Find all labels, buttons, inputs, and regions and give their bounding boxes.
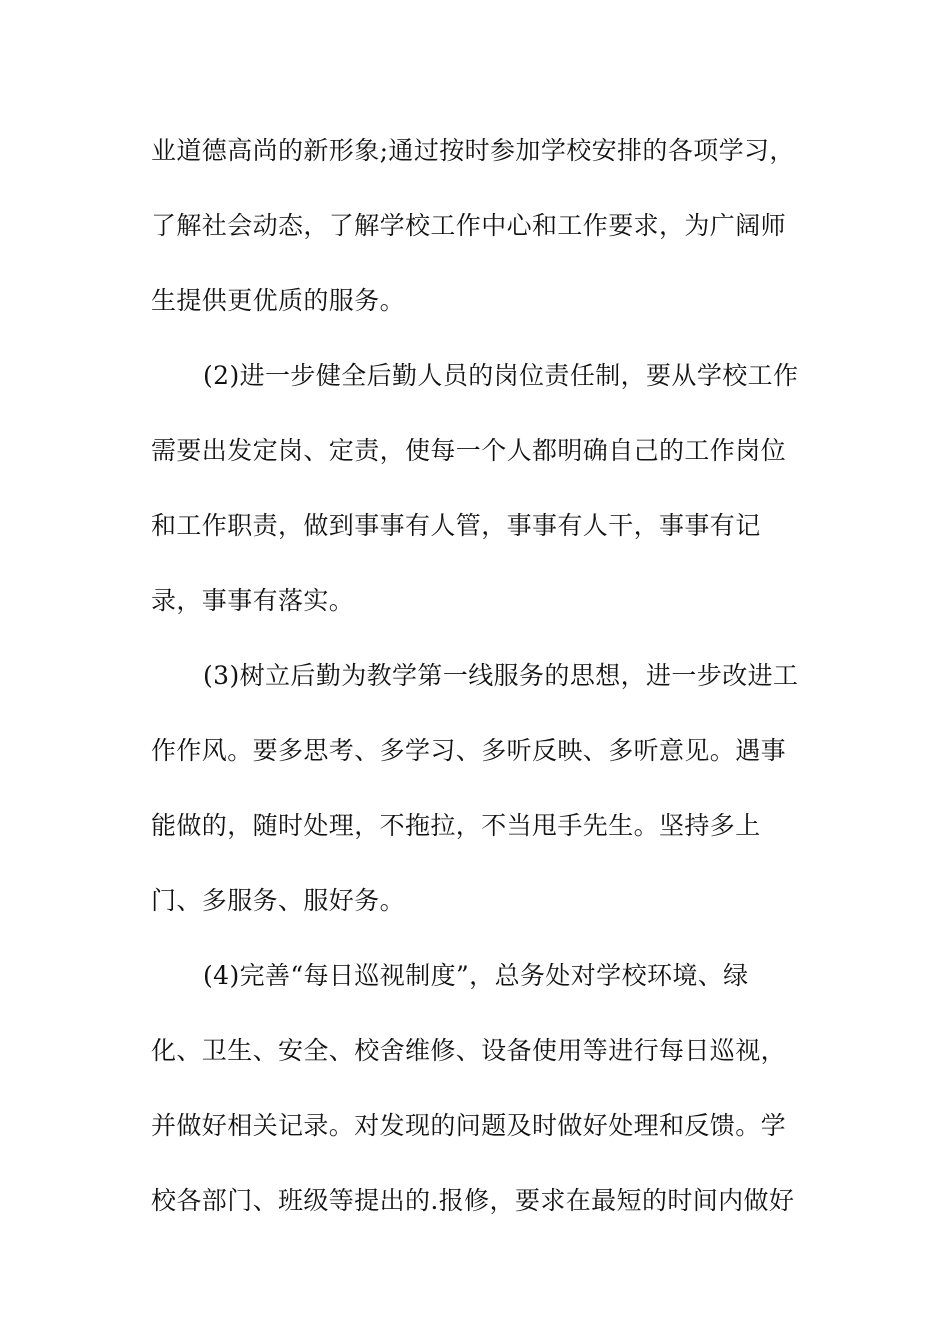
paragraph-start-line: (3)树立后勤为教学第一线服务的思想，进一步改进工 (203, 661, 799, 690)
text-line: 化、卫生、安全、校舍维修、设备使用等进行每日巡视， (151, 1036, 787, 1065)
text-line: 能做的，随时处理，不拖拉，不当甩手先生。坚持多上 (151, 811, 761, 840)
paragraph-start-line: (2)进一步健全后勤人员的岗位责任制，要从学校工作 (203, 361, 799, 390)
text-line: 需要出发定岗、定责，使每一个人都明确自己的工作岗位 (151, 436, 787, 465)
text-line: 生提供更优质的服务。 (151, 286, 406, 315)
paragraph-start-line: (4)完善“每日巡视制度”，总务处对学校环境、绿 (203, 961, 749, 990)
text-line: 了解社会动态，了解学校工作中心和工作要求，为广阔师 (151, 211, 787, 240)
text-line: 并做好相关记录。对发现的问题及时做好处理和反馈。学 (151, 1111, 787, 1140)
text-line: 业道德高尚的新形象;通过按时参加学校安排的各项学习， (151, 136, 795, 165)
text-line: 录，事事有落实。 (151, 586, 355, 615)
text-line: 作作风。要多思考、多学习、多听反映、多听意见。遇事 (151, 736, 787, 765)
text-line: 和工作职责，做到事事有人管，事事有人干，事事有记 (151, 511, 761, 540)
text-line: 门、多服务、服好务。 (151, 886, 406, 915)
text-line: 校各部门、班级等提出的.报修，要求在最短的时间内做好 (151, 1186, 795, 1215)
